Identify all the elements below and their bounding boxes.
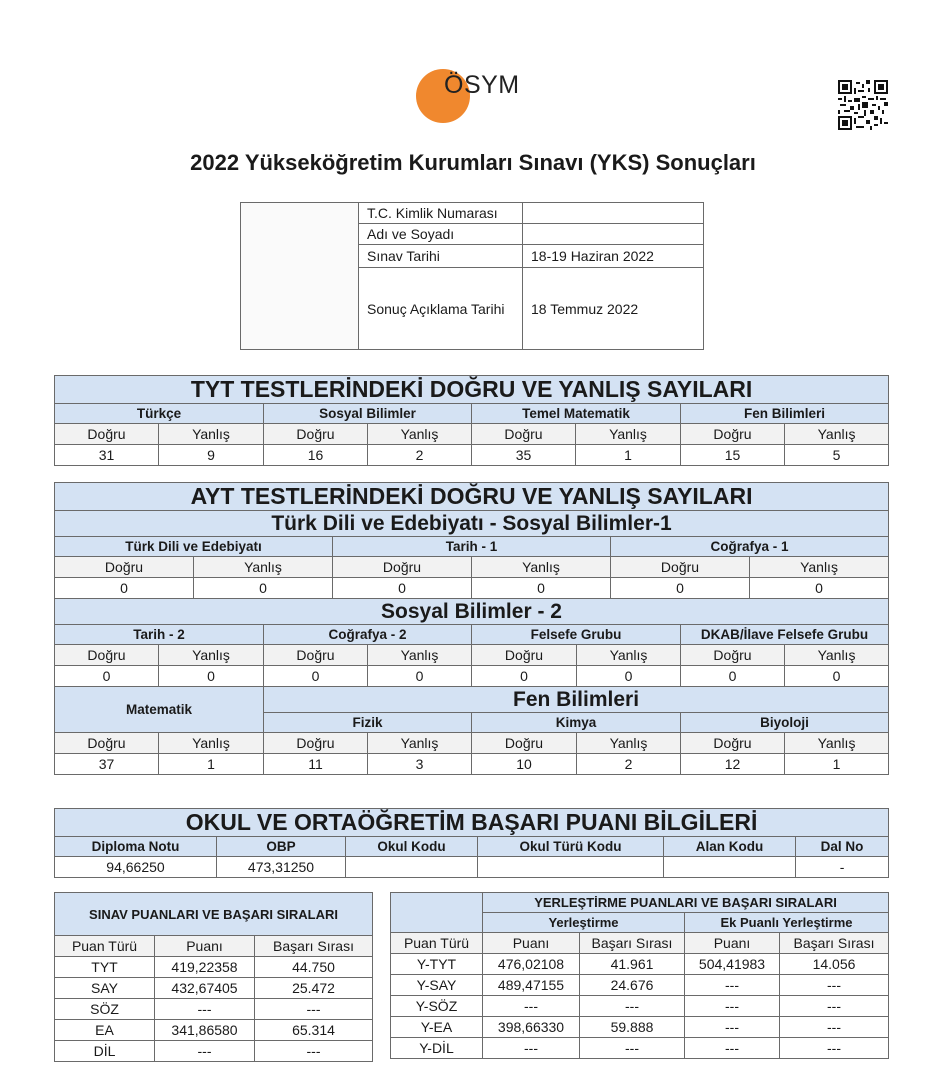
dogru-label: Doğru <box>55 733 159 754</box>
count-value: 15 <box>681 445 785 466</box>
dogru-label: Doğru <box>472 645 577 666</box>
yer-header: Puanı <box>685 933 780 954</box>
puan-value: --- <box>155 1041 255 1062</box>
count-value: 0 <box>577 666 681 687</box>
dogru-label: Doğru <box>55 424 159 445</box>
basari-sirasi-value: 25.472 <box>255 978 373 999</box>
candidate-info <box>240 202 704 350</box>
puan-turu: TYT <box>55 957 155 978</box>
yanlis-label: Yanlış <box>577 733 681 754</box>
puan-value: --- <box>483 996 580 1017</box>
basari-sirasi-value: 65.314 <box>255 1020 373 1041</box>
ayt-title: AYT TESTLERİNDEKİ DOĞRU VE YANLIŞ SAYILARI <box>55 483 889 511</box>
sinav-puanlari-section <box>54 892 373 1062</box>
ek-puan-value: --- <box>685 996 780 1017</box>
ayt-subject: Tarih - 2 <box>55 625 264 645</box>
count-value: 0 <box>750 578 889 599</box>
dogru-label: Doğru <box>264 645 368 666</box>
count-value: 1 <box>576 445 681 466</box>
count-value: 0 <box>681 666 785 687</box>
dogru-label: Doğru <box>681 733 785 754</box>
dogru-label: Doğru <box>611 557 750 578</box>
result-date-label: Sonuç Açıklama Tarihi <box>359 268 523 350</box>
puan-turu: Y-TYT <box>391 954 483 975</box>
matematik-label: Matematik <box>55 687 264 733</box>
count-value: 0 <box>264 666 368 687</box>
count-value: 2 <box>368 445 472 466</box>
basari-sirasi-value: --- <box>580 1038 685 1059</box>
tc-value <box>523 203 704 224</box>
yanlis-label: Yanlış <box>750 557 889 578</box>
count-value: 35 <box>472 445 576 466</box>
puan-turu: Y-SÖZ <box>391 996 483 1017</box>
yanlis-label: Yanlış <box>368 645 472 666</box>
dogru-label: Doğru <box>472 733 577 754</box>
count-value: 3 <box>368 754 472 775</box>
logo-text: ÖSYM <box>444 71 520 99</box>
basari-sirasi-value: --- <box>255 999 373 1020</box>
yanlis-label: Yanlış <box>368 733 472 754</box>
exam-date-value: 18-19 Haziran 2022 <box>523 245 704 268</box>
puan-value: 341,86580 <box>155 1020 255 1041</box>
tyt-section <box>54 375 889 466</box>
sinav-title: SINAV PUANLARI VE BAŞARI SIRALARI <box>55 893 373 936</box>
dogru-label: Doğru <box>55 557 194 578</box>
count-value: 0 <box>611 578 750 599</box>
ayt-subject: Felsefe Grubu <box>472 625 681 645</box>
okul-header: Dal No <box>796 837 889 857</box>
exam-date-label: Sınav Tarihi <box>359 245 523 268</box>
count-value: 0 <box>368 666 472 687</box>
ek-basari-sirasi-value: --- <box>780 996 889 1017</box>
name-label: Adı ve Soyadı <box>359 224 523 245</box>
alan-kodu-value <box>664 857 796 878</box>
yer-header: Başarı Sırası <box>580 933 685 954</box>
puan-value: --- <box>483 1038 580 1059</box>
ayt-subject: Türk Dili ve Edebiyatı <box>55 537 333 557</box>
dogru-label: Doğru <box>681 424 785 445</box>
okul-header: Alan Kodu <box>664 837 796 857</box>
sinav-header: Puan Türü <box>55 936 155 957</box>
yerlestirme-group: Yerleştirme <box>483 913 685 933</box>
count-value: 0 <box>55 666 159 687</box>
ayt-section2-title: Sosyal Bilimler - 2 <box>55 599 889 625</box>
puan-turu: Y-EA <box>391 1017 483 1038</box>
okul-section <box>54 808 889 878</box>
dogru-label: Doğru <box>264 733 368 754</box>
ayt-subject: Coğrafya - 2 <box>264 625 472 645</box>
yer-header: Puanı <box>483 933 580 954</box>
ek-puan-value: --- <box>685 1038 780 1059</box>
osym-logo <box>416 67 536 127</box>
yerlestirme-corner <box>391 893 483 933</box>
count-value: 12 <box>681 754 785 775</box>
puan-turu: SAY <box>55 978 155 999</box>
ek-basari-sirasi-value: --- <box>780 1038 889 1059</box>
page-title: 2022 Yükseköğretim Kurumları Sınavı (YKS) Sonuçları <box>190 150 756 175</box>
count-value: 16 <box>264 445 368 466</box>
count-value: 0 <box>194 578 333 599</box>
fen-bilimleri-title: Fen Bilimleri <box>264 687 889 713</box>
yanlis-label: Yanlış <box>472 557 611 578</box>
yanlis-label: Yanlış <box>159 733 264 754</box>
tyt-title: TYT TESTLERİNDEKİ DOĞRU VE YANLIŞ SAYILARI <box>55 376 889 404</box>
puan-value: 432,67405 <box>155 978 255 999</box>
ayt-subject: Tarih - 1 <box>333 537 611 557</box>
dogru-label: Doğru <box>333 557 472 578</box>
count-value: 9 <box>159 445 264 466</box>
tyt-subject: Sosyal Bilimler <box>264 404 472 424</box>
ek-basari-sirasi-value: --- <box>780 1017 889 1038</box>
ek-puan-value: --- <box>685 1017 780 1038</box>
count-value: 0 <box>472 578 611 599</box>
count-value: 0 <box>785 666 889 687</box>
count-value: 1 <box>785 754 889 775</box>
count-value: 2 <box>577 754 681 775</box>
puan-value: 489,47155 <box>483 975 580 996</box>
puan-turu: DİL <box>55 1041 155 1062</box>
puan-turu: Y-DİL <box>391 1038 483 1059</box>
yanlis-label: Yanlış <box>785 733 889 754</box>
dal-no-value: - <box>796 857 889 878</box>
yanlis-label: Yanlış <box>577 645 681 666</box>
yanlis-label: Yanlış <box>159 645 264 666</box>
puan-value: 419,22358 <box>155 957 255 978</box>
count-value: 0 <box>55 578 194 599</box>
name-value <box>523 224 704 245</box>
yanlis-label: Yanlış <box>159 424 264 445</box>
count-value: 37 <box>55 754 159 775</box>
qr-code <box>838 80 888 130</box>
basari-sirasi-value: --- <box>255 1041 373 1062</box>
ek-basari-sirasi-value: 14.056 <box>780 954 889 975</box>
photo-area <box>241 203 359 350</box>
ayt-subject: Fizik <box>264 713 472 733</box>
sinav-header: Başarı Sırası <box>255 936 373 957</box>
ayt-section <box>54 482 889 775</box>
yerlestirme-title: YERLEŞTİRME PUANLARI VE BAŞARI SIRALARI <box>483 893 889 913</box>
basari-sirasi-value: 24.676 <box>580 975 685 996</box>
ayt-subject: Kimya <box>472 713 681 733</box>
ek-puanli-group: Ek Puanlı Yerleştirme <box>685 913 889 933</box>
count-value: 0 <box>159 666 264 687</box>
count-value: 11 <box>264 754 368 775</box>
basari-sirasi-value: 41.961 <box>580 954 685 975</box>
yanlis-label: Yanlış <box>576 424 681 445</box>
tyt-subject: Fen Bilimleri <box>681 404 889 424</box>
okul-header: Okul Kodu <box>346 837 478 857</box>
okul-title: OKUL VE ORTAÖĞRETİM BAŞARI PUANI BİLGİLERİ <box>55 809 889 837</box>
result-date-value: 18 Temmuz 2022 <box>523 268 704 350</box>
ayt-section1-title: Türk Dili ve Edebiyatı - Sosyal Bilimler-1 <box>55 511 889 537</box>
dogru-label: Doğru <box>264 424 368 445</box>
diploma-notu-value: 94,66250 <box>55 857 217 878</box>
ayt-subject: Biyoloji <box>681 713 889 733</box>
puan-turu: EA <box>55 1020 155 1041</box>
okul-turu-kodu-value <box>478 857 664 878</box>
dogru-label: Doğru <box>55 645 159 666</box>
puan-value: 398,66330 <box>483 1017 580 1038</box>
count-value: 5 <box>785 445 889 466</box>
tyt-subject: Temel Matematik <box>472 404 681 424</box>
basari-sirasi-value: 44.750 <box>255 957 373 978</box>
basari-sirasi-value: --- <box>580 996 685 1017</box>
yerlestirme-section <box>390 892 889 1059</box>
puan-turu: Y-SAY <box>391 975 483 996</box>
sinav-header: Puanı <box>155 936 255 957</box>
count-value: 1 <box>159 754 264 775</box>
ayt-subject: DKAB/İlave Felsefe Grubu <box>681 625 889 645</box>
yer-header: Başarı Sırası <box>780 933 889 954</box>
yanlis-label: Yanlış <box>785 645 889 666</box>
count-value: 10 <box>472 754 577 775</box>
puan-value: --- <box>155 999 255 1020</box>
ek-puan-value: --- <box>685 975 780 996</box>
tc-label: T.C. Kimlik Numarası <box>359 203 523 224</box>
yanlis-label: Yanlış <box>194 557 333 578</box>
puan-turu: SÖZ <box>55 999 155 1020</box>
count-value: 0 <box>333 578 472 599</box>
dogru-label: Doğru <box>681 645 785 666</box>
ayt-subject: Coğrafya - 1 <box>611 537 889 557</box>
okul-header: Okul Türü Kodu <box>478 837 664 857</box>
count-value: 31 <box>55 445 159 466</box>
count-value: 0 <box>472 666 577 687</box>
yanlis-label: Yanlış <box>785 424 889 445</box>
yer-header: Puan Türü <box>391 933 483 954</box>
basari-sirasi-value: 59.888 <box>580 1017 685 1038</box>
dogru-label: Doğru <box>472 424 576 445</box>
puan-value: 476,02108 <box>483 954 580 975</box>
obp-value: 473,31250 <box>217 857 346 878</box>
okul-header: OBP <box>217 837 346 857</box>
yanlis-label: Yanlış <box>368 424 472 445</box>
okul-kodu-value <box>346 857 478 878</box>
okul-header: Diploma Notu <box>55 837 217 857</box>
ek-puan-value: 504,41983 <box>685 954 780 975</box>
tyt-subject: Türkçe <box>55 404 264 424</box>
ek-basari-sirasi-value: --- <box>780 975 889 996</box>
